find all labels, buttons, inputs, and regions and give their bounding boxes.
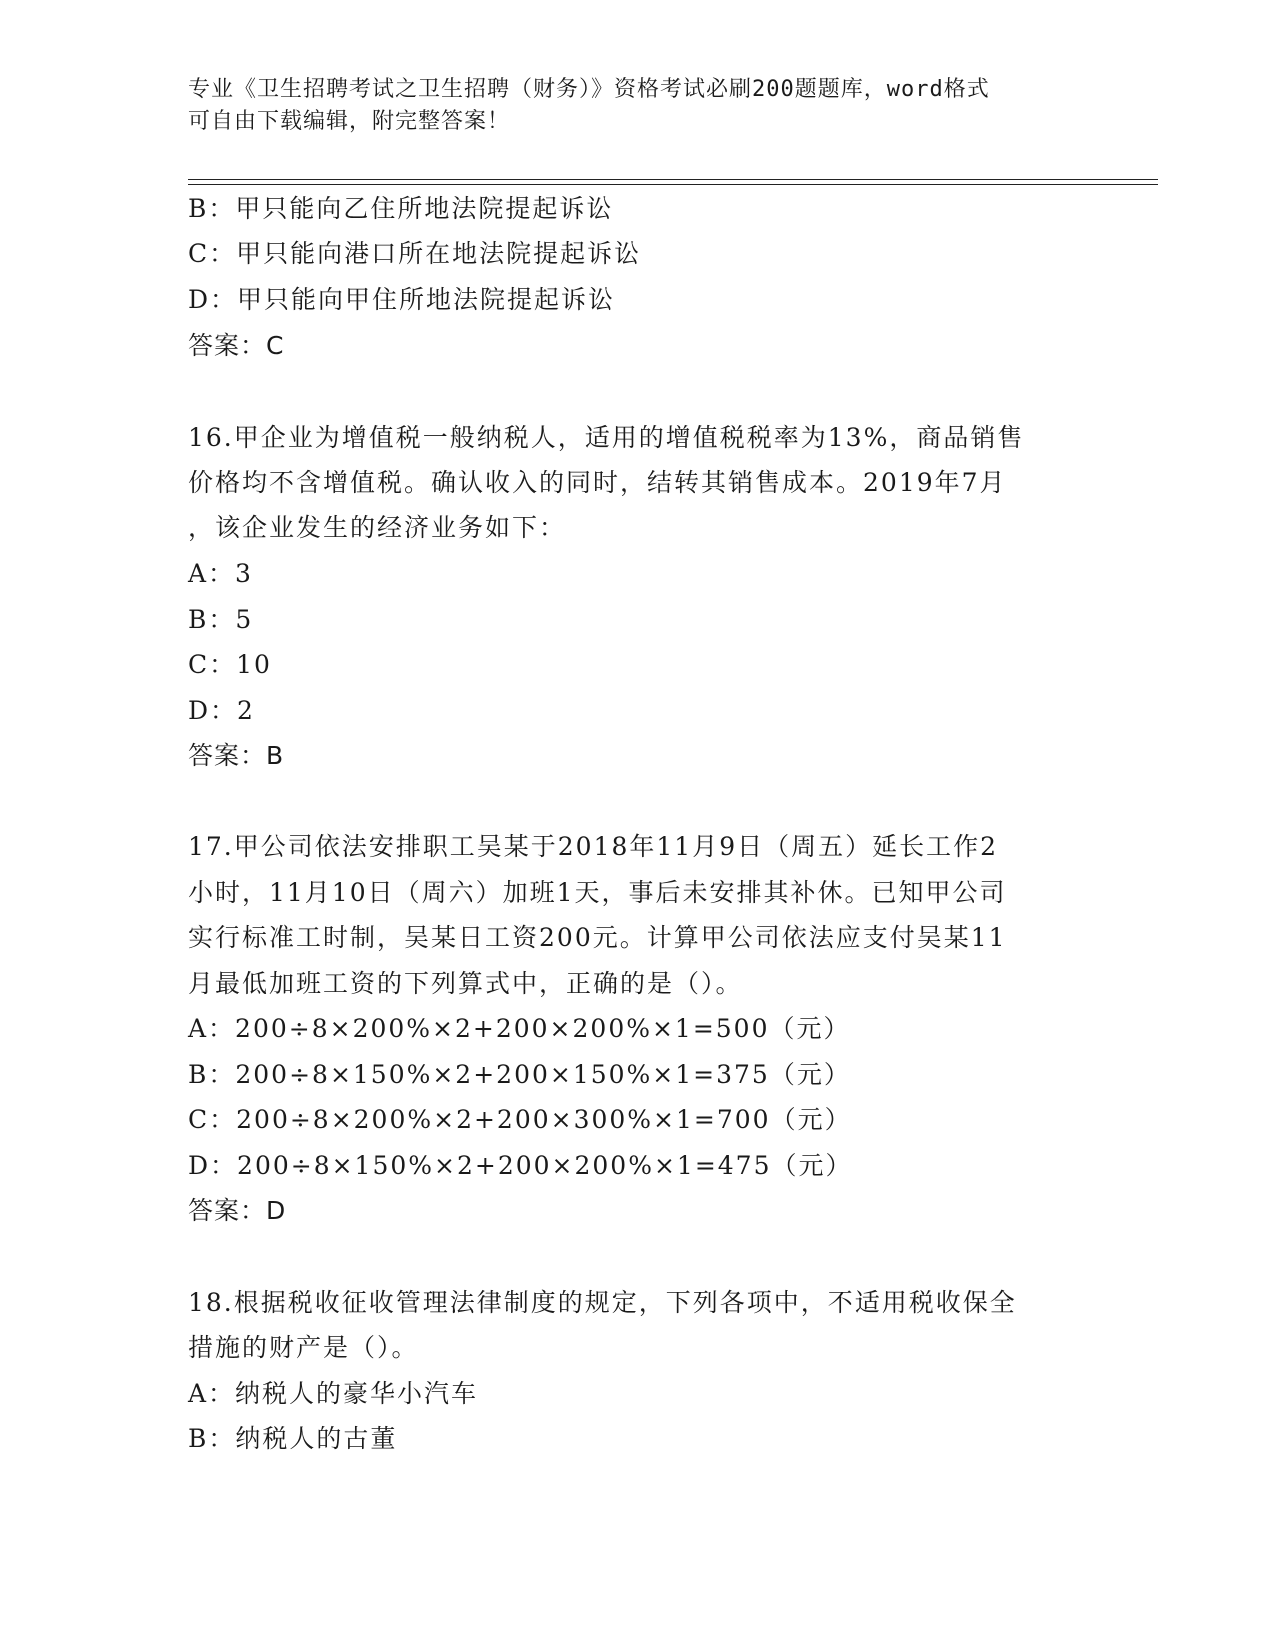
- q17-option-a: A：200÷8×200%×2+200×200%×1=500（元）: [188, 1014, 851, 1043]
- q18-stem-line-1: 18.根据税收征收管理法律制度的规定，下列各项中，不适用税收保全: [188, 1288, 1017, 1317]
- q15-option-d: D：甲只能向甲住所地法院提起诉讼: [188, 285, 616, 314]
- q16-option-c: C：10: [188, 650, 272, 679]
- q18-stem-line-2: 措施的财产是（）。: [188, 1333, 419, 1362]
- q16-option-b: B：5: [188, 605, 254, 634]
- document-header: [188, 74, 1088, 138]
- q17-stem-line-3: 实行标准工时制，吴某日工资200元。计算甲公司依法应支付吴某11: [188, 923, 1007, 952]
- header-line-2: 可自由下载编辑，附完整答案！: [188, 109, 511, 134]
- q16-option-a: A：3: [188, 559, 253, 588]
- q17-option-c: C：200÷8×200%×2+200×300%×1=700（元）: [188, 1105, 852, 1134]
- q17-stem-line-4: 月最低加班工资的下列算式中，正确的是（）。: [188, 969, 743, 998]
- q16-stem-line-1: 16.甲企业为增值税一般纳税人，适用的增值税税率为13%，商品销售: [188, 423, 1025, 452]
- header-line-1: 专业《卫生招聘考试之卫生招聘（财务）》资格考试必刷200题题库，word格式: [188, 77, 990, 102]
- q15-answer: 答案：C: [188, 331, 285, 360]
- q16-stem-line-2: 价格均不含增值税。确认收入的同时，结转其销售成本。2019年7月: [188, 468, 1007, 497]
- q16-answer: 答案：B: [188, 741, 285, 770]
- q17-stem-line-2: 小时，11月10日（周六）加班1天，事后未安排其补休。已知甲公司: [188, 878, 1007, 907]
- q16-stem-line-3: ，该企业发生的经济业务如下：: [188, 513, 567, 542]
- header-rule-bottom: [188, 184, 1158, 185]
- q17-answer: 答案：D: [188, 1196, 287, 1225]
- q18-option-b: B：纳税人的古董: [188, 1424, 398, 1453]
- q18-option-a: A：纳税人的豪华小汽车: [188, 1379, 479, 1408]
- q17-option-d: D：200÷8×150%×2+200×200%×1=475（元）: [188, 1151, 853, 1180]
- q17-option-b: B：200÷8×150%×2+200×150%×1=375（元）: [188, 1060, 851, 1089]
- header-rule-top: [188, 179, 1158, 180]
- q16-option-d: D：2: [188, 696, 255, 725]
- q15-option-c: C：甲只能向港口所在地法院提起诉讼: [188, 239, 642, 268]
- q17-stem-line-1: 17.甲公司依法安排职工吴某于2018年11月9日（周五）延长工作2: [188, 832, 999, 861]
- q15-option-b: B：甲只能向乙住所地法院提起诉讼: [188, 194, 614, 223]
